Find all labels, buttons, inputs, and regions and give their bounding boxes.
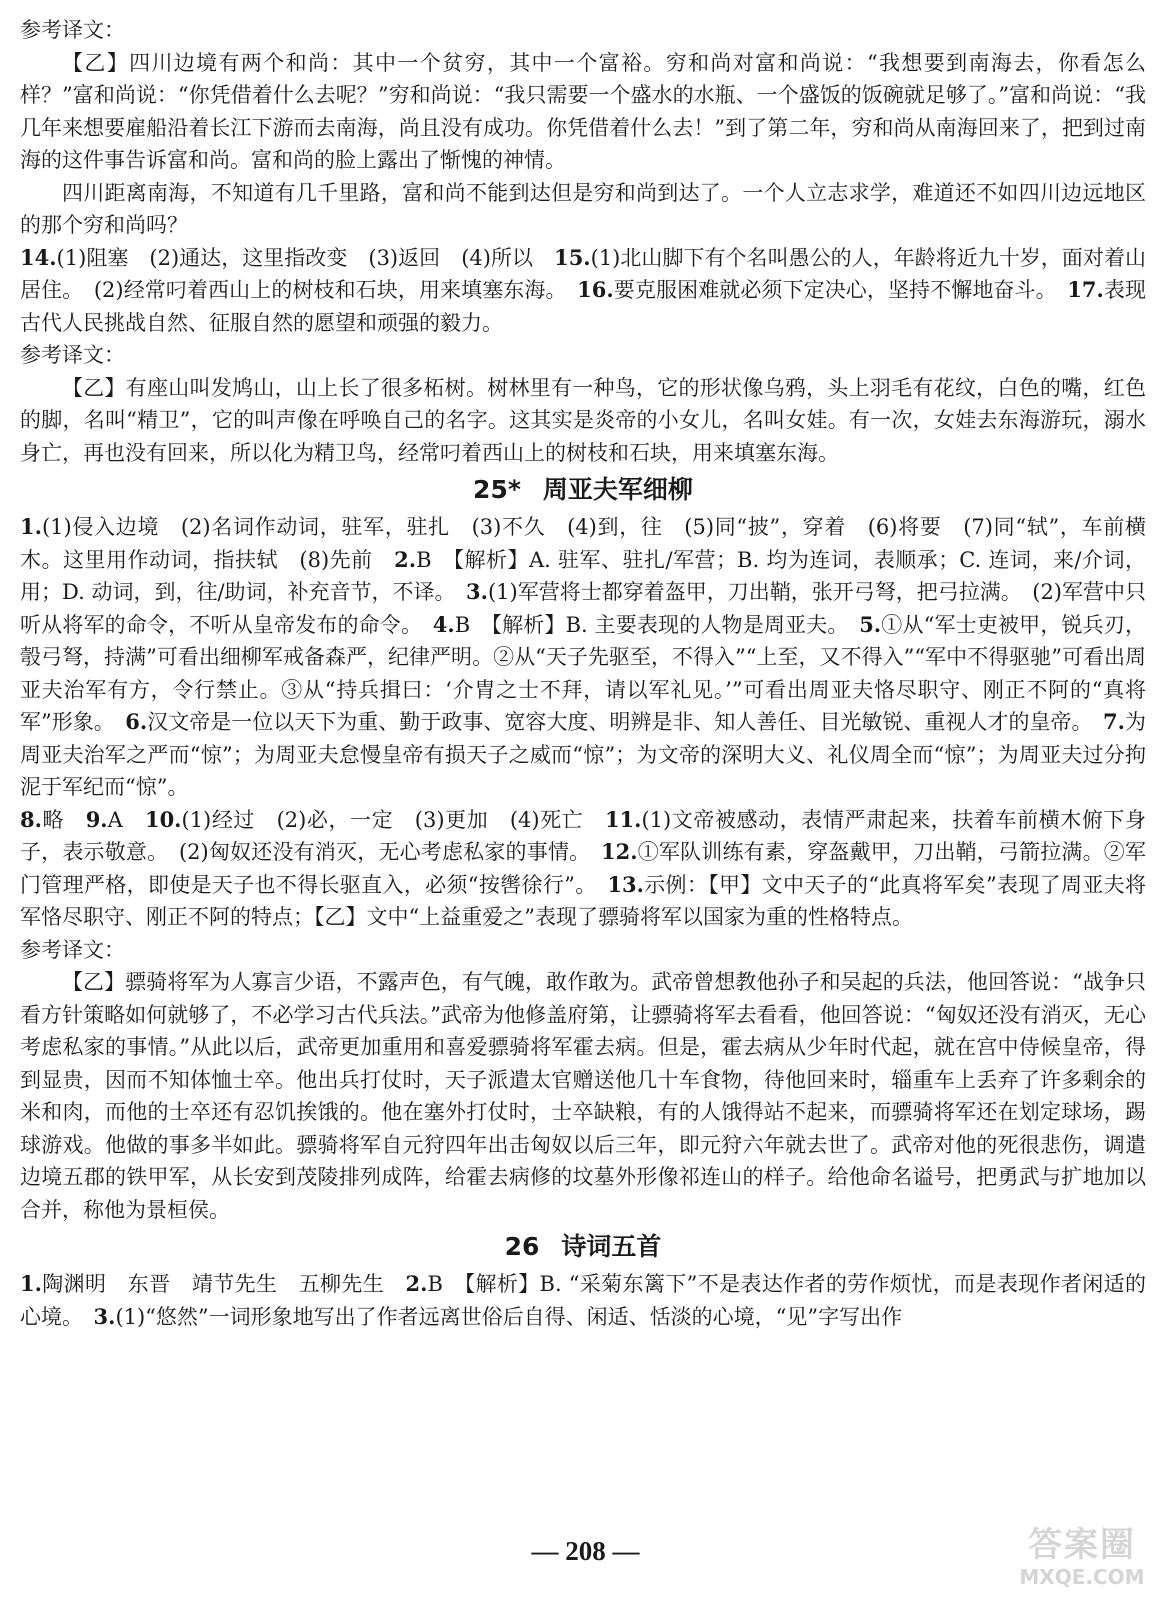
page-number: — 208 — — [531, 1536, 640, 1566]
answer-text: 示例：【甲】文中天子的“此真将军矣”表现了周亚夫将军恪尽职守、刚正不阿的特点；【乙】文中“上益重爱之”表现了骠骑将军以国家为重的性格特点。 — [20, 872, 1146, 929]
section-title: 诗词五首 — [561, 1232, 662, 1261]
question-number: 12. — [600, 839, 638, 864]
question-number: 15. — [554, 244, 591, 270]
reference-translation-label: 参考译文： — [20, 937, 125, 962]
question-number: 4. — [432, 611, 455, 637]
section-number: 25* — [473, 475, 521, 504]
watermark-logo-text: 答案圈 — [1028, 1525, 1136, 1565]
answer-text: (1)军营将士都穿着盔甲，刀出鞘，张开弓弩，把弓拉满。 (2)军营中只听从将军的命令，不听从皇帝发布的命令。 — [20, 580, 1147, 637]
answer-text: (1)文帝被感动，表情严肃起来，扶着车前横木俯下身子，表示敬意。 (2)匈奴还没有消灭，无心考虑私家的事情。 — [20, 807, 1146, 864]
question-number: 7. — [1103, 709, 1125, 734]
answer-text: 陶渊明 东晋 靖节先生 五柳先生 — [41, 1272, 406, 1296]
answer-text: (1)经过 (2)必，一定 (3)更加 (4)死亡 — [181, 807, 605, 832]
question-number: 11. — [604, 806, 642, 832]
answer-text: B 【解析】B. “采菊东篱下”不是表达作者的劳作烦忧，而是表现作者闲适的心境。 — [20, 1272, 1147, 1329]
reference-translation-label: 参考译文： — [20, 343, 125, 367]
section-number: 26 — [504, 1232, 540, 1261]
translation-paragraph: 【乙】骠骑将军为人寡言少语，不露声色，有气魄，敢作敢为。武帝曾想教他孙子和吴起的兵法，他回答说：“战争只看方针策略如何就够了，不必学习古代兵法。”武帝为他修盖府第，让骠骑将军去看看，他回答说：“匈奴还没有消灭，无心考虑私家的事情。”从此以后，武帝更加重用和喜爱骠骑将军霍去病。但是，霍去病从少年时代起，就在宫中侍候皇帝，得到显贵，因而不知体恤士卒。他出兵打仗时，天子派遣太官赠送他几十车食物，待他回来时，辎重车上丢弃了许多剩余的米和肉，而他的士卒还有忍饥挨饿的。他在塞外打仗时，士卒缺粮，有的人饿得站不起来，而骠骑将军还在划定球场，踢球游戏。他做的事多半如此。骠骑将军自元狩四年出击匈奴以后三年，即元狩六年就去世了。武帝对他的死很悲伤，调遣边境五郡的铁甲军，从长安到茂陵排列成阵，给霍去病修的坟墓外形像祁连山的样子。给他命名谥号，把勇武与扩地加以合并，称他为景桓侯。 — [20, 970, 1146, 1222]
translation-paragraph: 【乙】四川边境有两个和尚：其中一个贫穷，其中一个富裕。穷和尚对富和尚说：“我想要到南海去，你看怎么样？”富和尚说：“你凭借着什么去呢？”穷和尚说：“我只需要一个盛水的水瓶、一个盛饭的饭碗就足够了。”富和尚说：“我几年来想要雇船沿着长江下游而去南海，尚且没有成功。你凭借着什么去！”到了第二年，穷和尚从南海回来了，把到过南海的这件事告诉富和尚。富和尚的脸上露出了惭愧的神情。 — [20, 50, 1146, 172]
question-number: 3. — [93, 1303, 116, 1329]
answer-text: B 【解析】B. 主要表现的人物是周亚夫。 — [454, 612, 860, 637]
watermark-url: MXQE.COM — [1019, 1565, 1145, 1589]
answer-text: A — [107, 807, 145, 832]
question-number: 5. — [859, 611, 882, 637]
answer-text: 汉文帝是一位以天下为重、勤于政事、宽容大度、明辨是非、知人善任、目光敏锐、重视人才的皇帝。 — [147, 710, 1104, 734]
question-number: 8. — [20, 806, 42, 832]
question-number: 2. — [394, 546, 417, 572]
watermark-logo — [1002, 1524, 1162, 1594]
question-number: 10. — [144, 806, 182, 832]
question-number: 17. — [1067, 277, 1104, 302]
answer-text: (1)北山脚下有个名叫愚公的人，年龄将近九十岁，面对着山居住。 (2)经常叼着西山上的树枝和石块，用来填塞东海。 — [20, 245, 1146, 302]
question-number: 1. — [20, 514, 42, 539]
answer-text: 表现古代人民挑战自然、征服自然的愿望和顽强的毅力。 — [20, 278, 1147, 335]
answer-text: (1)侵入边境 (2)名词作动词，驻军，驻扎 (3)不久 (4)到，往 (5)同“披”，穿着 (6)将要 (7)同“轼”，车前横木。这里用作动词，指扶轼 (8)先前 — [20, 515, 1146, 572]
answer-text: 略 — [41, 807, 86, 832]
section-heading-25 — [20, 470, 1146, 510]
question-number: 3. — [466, 579, 488, 604]
page-content — [20, 14, 1146, 1333]
translation-paragraph: 四川距离南海，不知道有几千里路，富和尚不能到达但是穷和尚到达了。一个人立志求学，难道还不如四川边远地区的那个穷和尚吗？ — [20, 180, 1146, 237]
question-number: 13. — [607, 871, 644, 897]
answers-1-7 — [20, 511, 1146, 804]
answer-text: ①军队训练有素，穿盔戴甲，刀出鞘，弓箭拉满。②军门管理严格，即使是天子也不得长驱直入，必须“按辔徐行”。 — [20, 840, 1146, 897]
answer-text: (1)“悠然”一词形象地写出了作者远离世俗后自得、闲适、恬淡的心境，“见”字写出作 — [115, 1304, 903, 1329]
reference-translation-label: 参考译文： — [20, 18, 125, 42]
answers-8-13 — [20, 804, 1146, 934]
translation-paragraph: 【乙】有座山叫发鸠山，山上长了很多柘树。树林里有一种鸟，它的形状像乌鸦，头上羽毛有花纹，白色的嘴，红色的脚，名叫“精卫”，它的叫声像在呼唤自己的名字。这其实是炎帝的小女儿，名叫女娃。有一次，女娃去东海游玩，溺水身亡，再也没有回来，所以化为精卫鸟，经常叼着西山上的树枝和石块，用来填塞东海。 — [20, 375, 1146, 465]
question-number: 2. — [405, 1271, 428, 1296]
answer-text: B 【解析】A. 驻军、驻扎/军营；B. 均为连词，表顺承；C. 连词，来/介词，用；D. 动词，到，往/助词，补充音节，不译。 — [20, 547, 1146, 604]
section-heading-26 — [20, 1227, 1146, 1267]
answer-text: 为周亚夫治军之严而“惊”；为周亚夫怠慢皇帝有损天子之威而“惊”；为文帝的深明大义、礼仪周全而“惊”；为周亚夫过分拘泥于军纪而“惊”。 — [20, 710, 1146, 799]
question-number: 14. — [20, 244, 57, 270]
question-number: 6. — [125, 709, 148, 734]
section-title: 周亚夫军细柳 — [542, 475, 693, 504]
answer-text: (1)阻塞 (2)通达，这里指改变 (3)返回 (4)所以 — [56, 245, 555, 270]
question-number: 1. — [20, 1271, 42, 1296]
question-number: 16. — [577, 277, 614, 302]
answers-26 — [20, 1268, 1146, 1333]
answer-text: ①从“军士吏被甲，锐兵刃，彀弓弩，持满”可看出细柳军戒备森严，纪律严明。②从“天子先驱至，不得入”“上至，又不得入”“军中不得驱驰”可看出周亚夫治军有方，令行禁止。③从“持兵揖曰：‘介胄之士不拜，请以军礼见。’”可看出周亚夫恪尽职守、刚正不阿的“真将军”形象。 — [20, 612, 1146, 734]
answers-14-17 — [20, 242, 1146, 340]
answer-text: 要克服困难就必须下定决心，坚持不懈地奋斗。 — [613, 278, 1068, 302]
question-number: 9. — [85, 806, 108, 832]
